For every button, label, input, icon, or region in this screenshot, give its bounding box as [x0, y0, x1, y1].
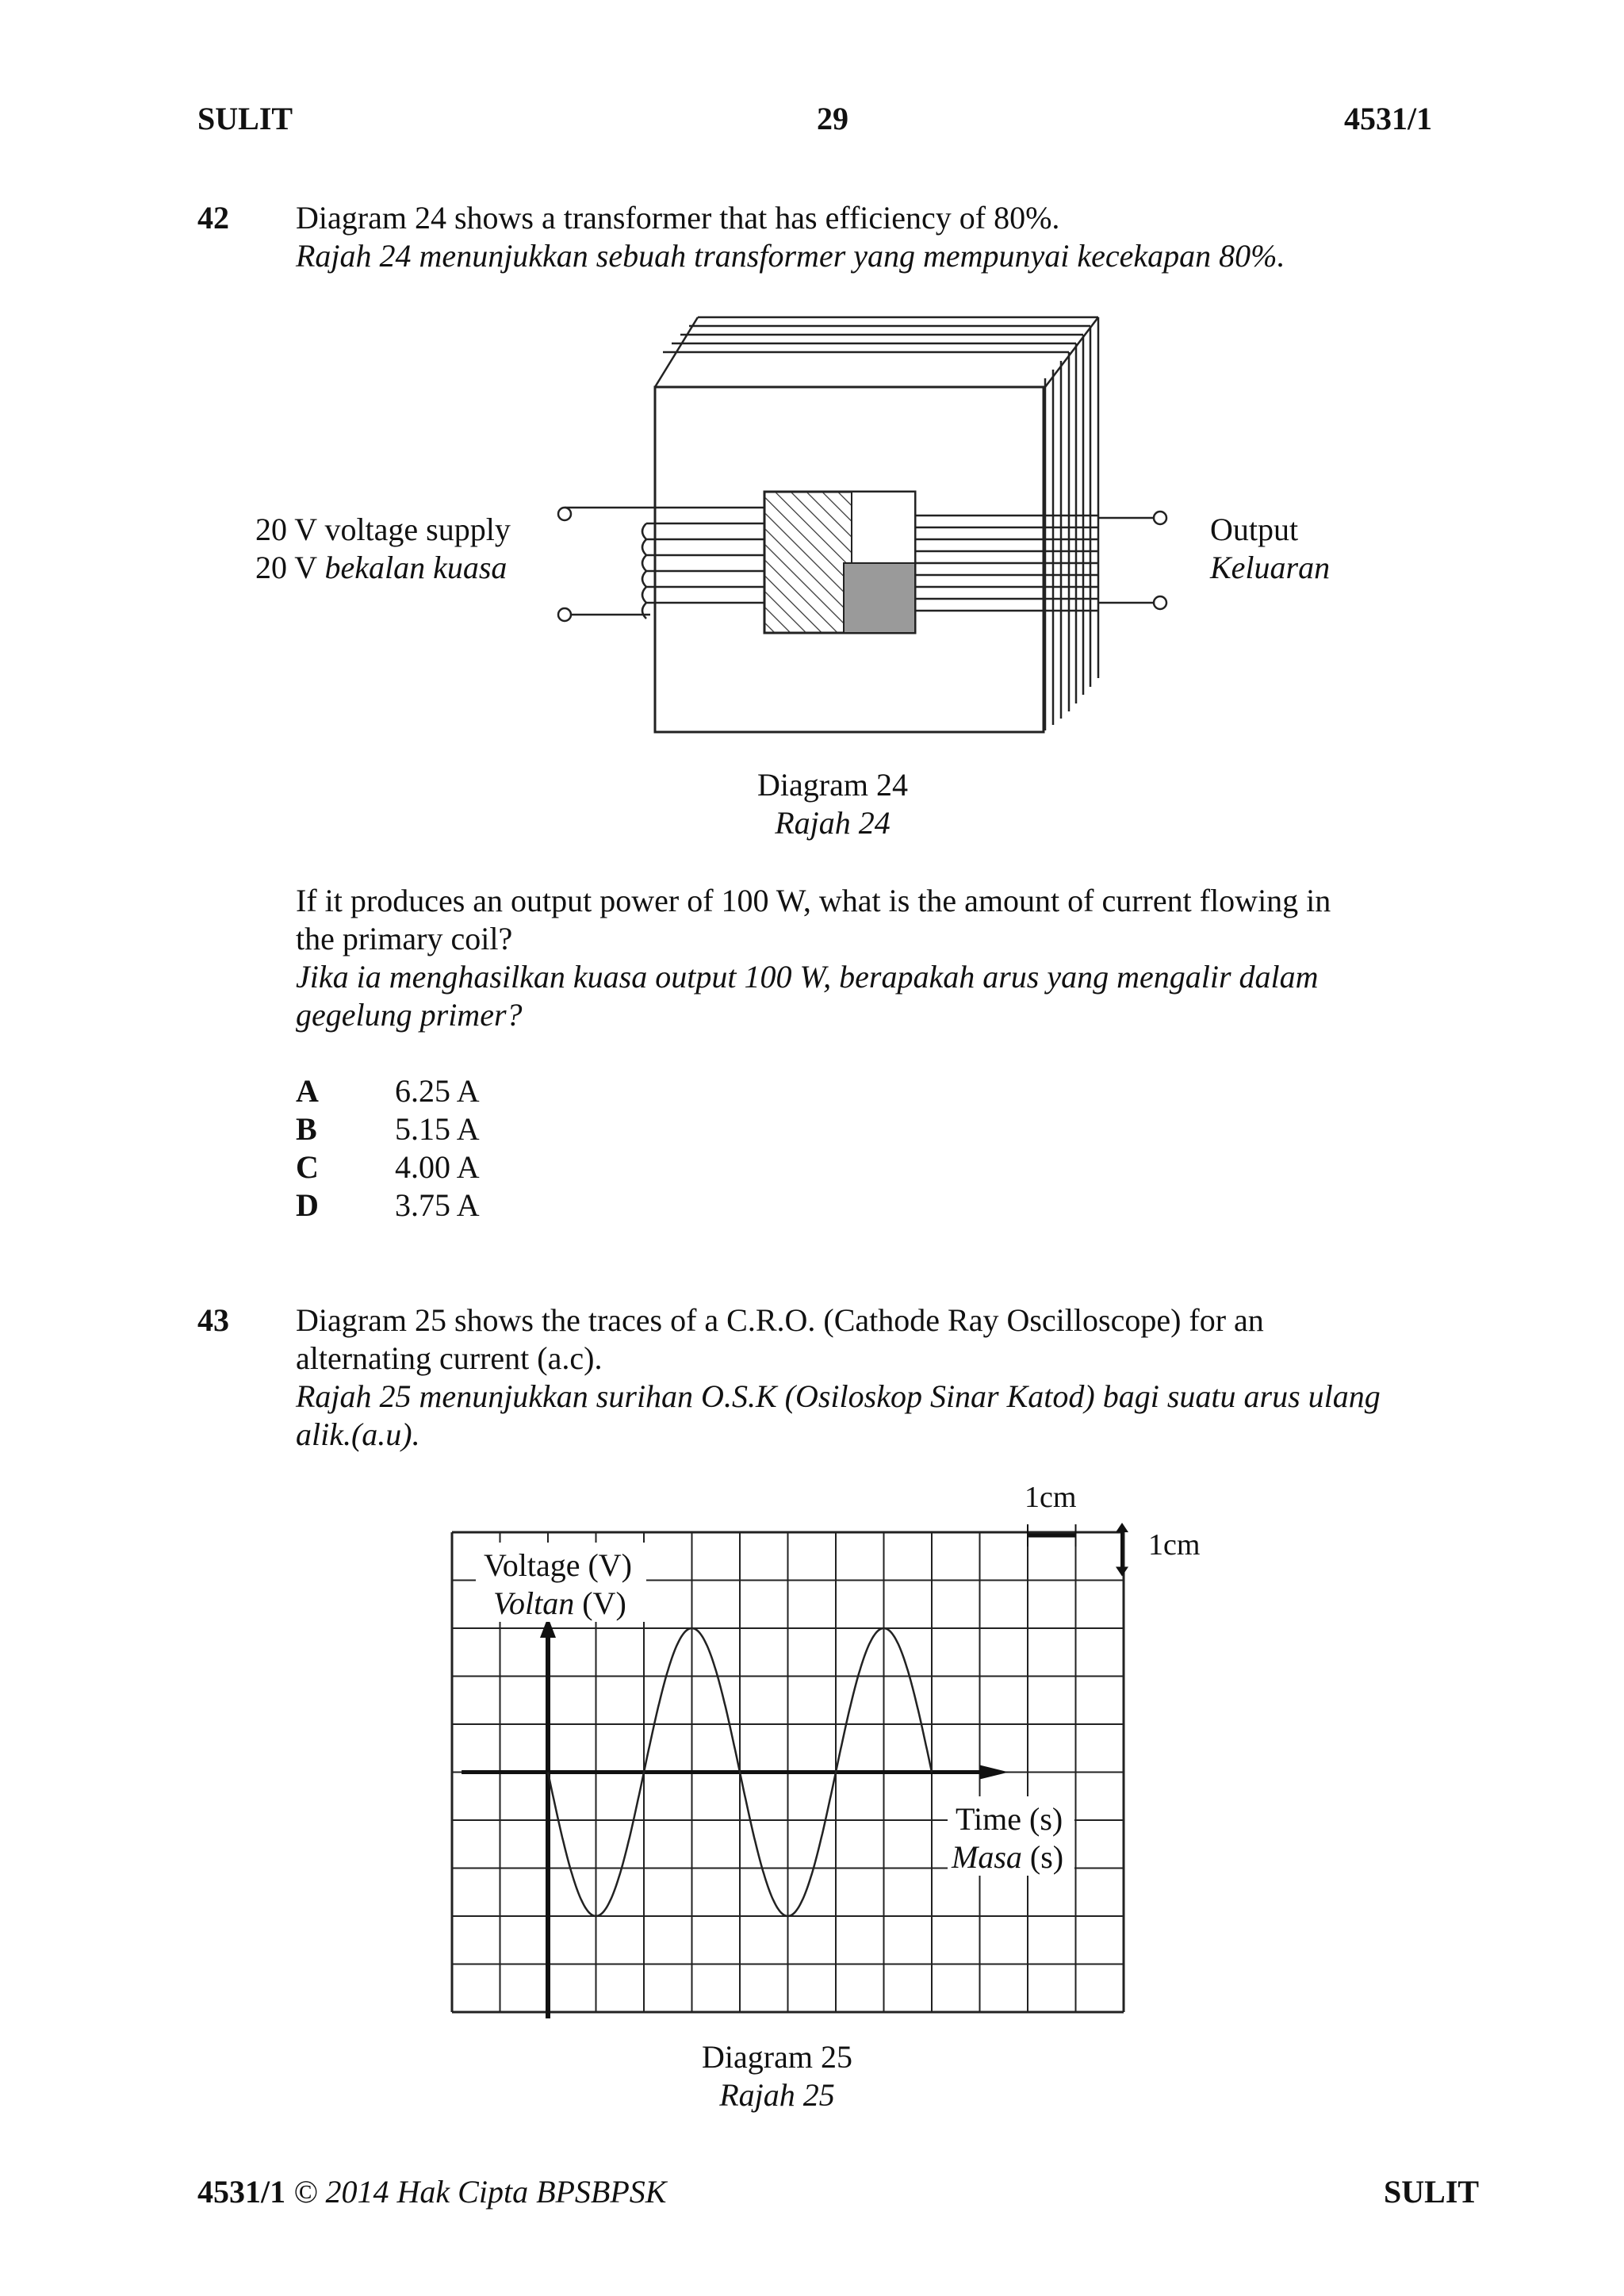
- diagram-25-caption-ms: Rajah 25: [719, 2077, 835, 2113]
- output-label-en: Output: [1210, 512, 1299, 547]
- scale-vertical-arrow-down: [1116, 1567, 1128, 1577]
- x-axis-label-ms: Masa (s): [952, 1839, 1064, 1875]
- cro-scale-markers: [1028, 1523, 1128, 1577]
- q42-question-en-2: the primary coil?: [296, 921, 513, 956]
- option-c[interactable]: 4.00 A: [395, 1149, 480, 1185]
- page-number: 29: [817, 101, 848, 136]
- header-left: SULIT: [197, 101, 293, 136]
- scale-vertical-label: 1cm: [1148, 1528, 1201, 1562]
- option-b[interactable]: 5.15 A: [395, 1111, 480, 1147]
- q43-stem-ms-1: Rajah 25 menunjukkan surihan O.S.K (Osiloskop Sinar Katod) bagi suatu arus ulang: [296, 1378, 1381, 1414]
- option-b-letter: B: [296, 1111, 317, 1147]
- x-axis-label-en: Time (s): [956, 1801, 1063, 1837]
- diagram-24-caption: Diagram 24: [757, 767, 908, 803]
- diagram-25-caption: Diagram 25: [702, 2039, 852, 2075]
- option-a[interactable]: 6.25 A: [395, 1073, 480, 1109]
- q42-stem-ms: Rajah 24 menunjukkan sebuah transformer yang mempunyai kecekapan 80%.: [296, 238, 1285, 274]
- header-right: 4531/1: [1344, 101, 1433, 136]
- diagram-24-caption-ms: Rajah 24: [775, 805, 891, 841]
- footer-left: 4531/1 © 2014 Hak Cipta BPSBPSK: [197, 2174, 667, 2210]
- option-c-letter: C: [296, 1149, 319, 1185]
- cro-axes: [462, 1617, 1009, 2018]
- q42-question-ms-1: Jika ia menghasilkan kuasa output 100 W, berapakah arus yang mengalir dalam: [296, 959, 1319, 995]
- output-label-ms: Keluaran: [1210, 550, 1331, 585]
- option-a-letter: A: [296, 1073, 319, 1109]
- supply-label-en: 20 V voltage supply: [255, 512, 511, 547]
- scale-vertical-arrow-up: [1116, 1523, 1128, 1532]
- supply-label-ms: 20 V bekalan kuasa: [255, 550, 508, 585]
- q43-number: 43: [197, 1302, 229, 1338]
- q43-stem-en-1: Diagram 25 shows the traces of a C.R.O. (Cathode Ray Oscilloscope) for an: [296, 1302, 1264, 1338]
- q42-question-en-1: If it produces an output power of 100 W, what is the amount of current flowing in: [296, 883, 1331, 918]
- q43-stem-en-2: alternating current (a.c).: [296, 1340, 603, 1376]
- y-axis-label-en: Voltage (V): [484, 1547, 632, 1583]
- option-d[interactable]: 3.75 A: [395, 1187, 480, 1223]
- q43-stem-ms-2: alik.(a.u).: [296, 1416, 420, 1452]
- q42-number: 42: [197, 200, 229, 236]
- y-axis-label-ms: Voltan (V): [493, 1585, 626, 1621]
- q42-stem-en: Diagram 24 shows a transformer that has efficiency of 80%.: [296, 200, 1060, 236]
- q42-question-ms-2: gegelung primer?: [296, 997, 523, 1033]
- footer-right: SULIT: [1384, 2174, 1480, 2210]
- option-d-letter: D: [296, 1187, 319, 1223]
- x-axis-arrow: [980, 1765, 1009, 1780]
- scale-horizontal-label: 1cm: [1025, 1481, 1077, 1514]
